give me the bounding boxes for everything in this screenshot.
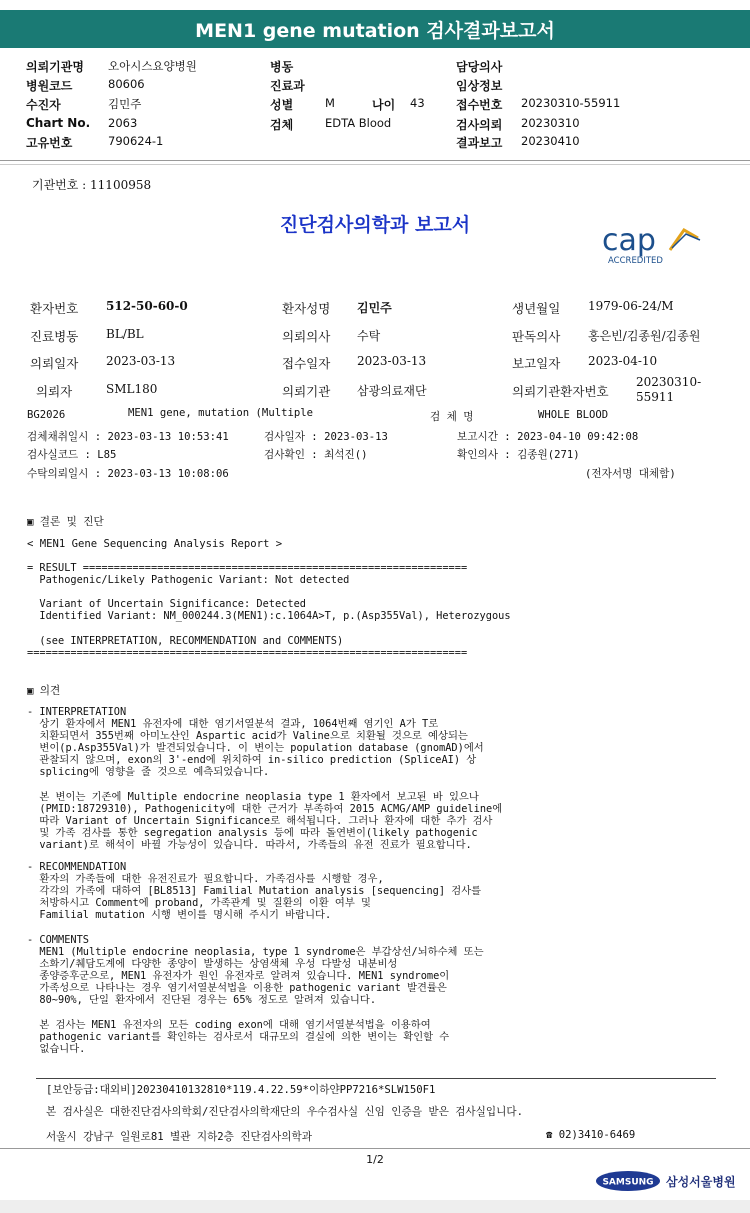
header-label-institution: 의뢰기관명 <box>26 60 84 74</box>
comments-block: - COMMENTS MEN1 (Multiple endocrine neoplasia, type 1 syndrome은 부갑상선/뇌하수체 또는 소화기/췌담도계에 다양한 종양이 발생하는 상염색체 우성 다발성 내분비성 종양증후군으로, MEN1 유전자가 원인 유전자로 알려져 있습니다. MEN1 syndrome이 가족성으로 나타나는 경우 염기서열분석법을 이용한 pathogenic variant 발견률은 80~90%, 단일 환자에서 진단된 경우는 65% 정도로 알려져 있습니다. 본 검사는 MEN1 유전자의 모든 coding exon에 대해 염기서열분석법을 이용하여 pathogenic variant를 확인하는 검사로서 대규모의 결실에 의한 변이는 확인할 수 없습니다. <box>27 934 484 1055</box>
hospital-name: 삼성서울병원 <box>666 1175 736 1189</box>
value-receipt-date: 2023-03-13 <box>357 354 427 368</box>
label-reading-doctor: 판독의사 <box>512 329 561 344</box>
header-label-ward: 병동 <box>270 60 294 74</box>
specimen-label: 검 체 명 <box>430 411 474 423</box>
value-birth-date: 1979-06-24/M <box>588 299 674 313</box>
header-label-dept: 진료과 <box>270 79 305 93</box>
conclusion-heading: ▣ 결론 및 진단 <box>27 516 104 528</box>
header-value-patient: 김민주 <box>108 97 142 111</box>
footer-divider <box>36 1078 716 1079</box>
title-bar <box>0 10 750 48</box>
report-title: 진단검사의학과 보고서 <box>279 214 471 236</box>
header-divider <box>0 160 750 161</box>
samsung-logo-text: SAMSUNG <box>602 1177 654 1188</box>
interpretation-block: - INTERPRETATION 상기 환자에서 MEN1 유전자에 대한 염기서열분석 결과, 1064번째 염기인 A가 T로 치환되면서 355번째 아미노산인 Aspartic acid가 Valine으로 치환될 것으로 예상되는 변이(p.Asp355Val)가 발견되었습니다. 이 변이는 population database (gnomAD)에서 관찰되지 않으며, exon의 3'-end에 위치하여 in-silico prediction (SpliceAI) 상 splicing에 영향을 줄 것으로 예측되었습니다. 본 변이는 기존에 Multiple endocrine neoplasia type 1 환자에서 보고된 바 있으나 (PMID:18729310), Pathogenicity에 대한 근거가 부족하여 2015 ACMG/AMP guideline에 따라 Variant of Uncertain Significance로 해석됩니다. 그러나 환자에 대한 추가 검사 및 가족 검사를 통한 segregation analysis 등에 따라 돌연변이(likely pathogenic variant)로 해석이 바뀔 가능성이 있습니다. 따라서, 가족들의 유전 진료가 필요합니다. <box>27 706 503 852</box>
header-label-patient: 수진자 <box>26 98 61 112</box>
cap-check-icon <box>670 230 698 250</box>
value-report-date: 2023-04-10 <box>588 354 658 368</box>
header-value-institution: 오아시스요양병원 <box>108 59 197 73</box>
header-divider-2 <box>0 164 750 165</box>
header-value-chart-no: 2063 <box>108 116 138 130</box>
value-institution-patient-no-2: 55911 <box>636 390 675 404</box>
cap-logo-graphic <box>600 220 712 270</box>
opinion-heading: ▣ 의견 <box>27 685 61 697</box>
header-label-receipt-no: 접수번호 <box>456 98 503 112</box>
signature-note: (전자서명 대체함) <box>585 468 676 480</box>
test-confirmer: 검사확인 : 최석진() <box>264 449 368 461</box>
header-label-request-date: 검사의뢰 <box>456 118 503 132</box>
value-requester: SML180 <box>106 382 158 396</box>
header-label-chart-no: Chart No. <box>26 116 91 130</box>
header-value-sex: M <box>325 96 335 110</box>
value-ward: BL/BL <box>106 327 144 341</box>
label-patient-name: 환자성명 <box>282 301 331 316</box>
test-name: MEN1 gene, mutation (Multiple <box>128 407 313 419</box>
label-request-date: 의뢰일자 <box>30 356 79 371</box>
conclusion-subtitle: < MEN1 Gene Sequencing Analysis Report > <box>27 538 283 550</box>
test-code: BG2026 <box>27 409 66 421</box>
lab-code: 검사실코드 : L85 <box>27 449 117 461</box>
header-value-receipt-no: 20230310-55911 <box>521 96 621 110</box>
value-requesting-doctor: 수탁 <box>357 329 381 343</box>
value-patient-no: 512-50-60-0 <box>106 299 188 313</box>
test-date: 검사일자 : 2023-03-13 <box>264 431 388 443</box>
cap-logo-text: cap <box>602 223 656 258</box>
label-receipt-date: 접수일자 <box>282 356 331 371</box>
consign-datetime: 수탁의뢰일시 : 2023-03-13 10:08:06 <box>27 468 229 480</box>
header-label-sex: 성별 <box>270 98 294 112</box>
label-requester: 의뢰자 <box>36 384 73 399</box>
page-number: 1/2 <box>366 1153 384 1166</box>
label-requesting-doctor: 의뢰의사 <box>282 329 331 344</box>
cap-logo-subtext: ACCREDITED <box>608 256 663 266</box>
header-label-clinical-info: 임상정보 <box>456 79 503 93</box>
value-patient-name: 김민주 <box>357 301 392 315</box>
header-value-specimen: EDTA Blood <box>325 116 392 130</box>
institution-number: 기관번호 : 11100958 <box>32 178 152 192</box>
header-label-doctor: 담당의사 <box>456 60 503 74</box>
label-report-date: 보고일자 <box>512 356 561 371</box>
header-label-unique-no: 고유번호 <box>26 136 73 150</box>
header-value-request-date: 20230310 <box>521 116 580 130</box>
samsung-logo-icon <box>595 1170 661 1192</box>
footer-divider-2 <box>0 1148 750 1149</box>
security-line: [보안등급:대외비]20230410132810*119.4.22.59*이하얀PP7216*SLW150F1 <box>46 1084 436 1096</box>
confirming-doctor: 확인의사 : 김종원(271) <box>457 449 580 461</box>
collection-datetime: 검체채취일시 : 2023-03-13 10:53:41 <box>27 431 229 443</box>
label-birth-date: 생년월일 <box>512 301 561 316</box>
header-value-unique-no: 790624-1 <box>108 134 164 148</box>
label-institution-patient-no: 의뢰기관환자번호 <box>512 384 609 399</box>
report-time: 보고시간 : 2023-04-10 09:42:08 <box>457 431 639 443</box>
header-value-report-date: 20230410 <box>521 134 580 148</box>
header-label-age: 나이 <box>372 98 396 112</box>
address-line: 서울시 강남구 일원로81 별관 지하2층 진단검사의학과 <box>46 1131 312 1143</box>
header-label-report-date: 결과보고 <box>456 136 503 150</box>
value-request-date: 2023-03-13 <box>106 354 176 368</box>
value-institution-patient-no: 20230310- <box>636 375 702 389</box>
header-value-age: 43 <box>410 96 425 110</box>
label-patient-no: 환자번호 <box>30 301 79 316</box>
recommendation-block: - RECOMMENDATION 환자의 가족들에 대한 유전진료가 필요합니다. 가족검사를 시행할 경우, 각각의 가족에 대하여 [BL8513] Familial Mutation analysis [sequencing] 검사를 처방하시고 Comment에 proband, 가족관계 및 질환의 이환 여부 및 Familial mutation 시행 변이를 명시해 주시기 바랍니다. <box>27 861 482 922</box>
header-value-hospital-code: 80606 <box>108 77 145 91</box>
bottom-bar <box>0 1200 750 1213</box>
certification-line: 본 검사실은 대한진단검사의학회/진단검사의학재단의 우수검사실 신임 인증을 받은 검사실입니다. <box>46 1106 523 1118</box>
header-label-specimen: 검체 <box>270 118 294 132</box>
value-requesting-institution: 삼광의료재단 <box>357 384 427 398</box>
label-requesting-institution: 의뢰기관 <box>282 384 331 399</box>
header-label-hospital-code: 병원코드 <box>26 79 73 93</box>
label-ward: 진료병동 <box>30 329 79 344</box>
report-main-title: MEN1 gene mutation 검사결과보고서 <box>195 20 555 42</box>
samsung-logo <box>595 1170 661 1192</box>
cap-accredited-logo <box>600 220 712 270</box>
result-block: = RESULT ============================================================== Pathogenic/Likely Pathogenic Variant: Not detected Variant of Uncertain Significance: Detected Identified Variant: NM_000244.3(MEN1):c.1064A>T, p.(Asp355Val), Heterozygous (see INTERPRETATION, RECOMMENDATION and COMMENTS) ======================================================================= <box>27 562 511 659</box>
phone-line: ☎ 02)3410-6469 <box>546 1129 636 1141</box>
specimen-value: WHOLE BLOOD <box>538 409 609 421</box>
value-reading-doctor: 홍은빈/김종원/김종원 <box>588 329 701 343</box>
